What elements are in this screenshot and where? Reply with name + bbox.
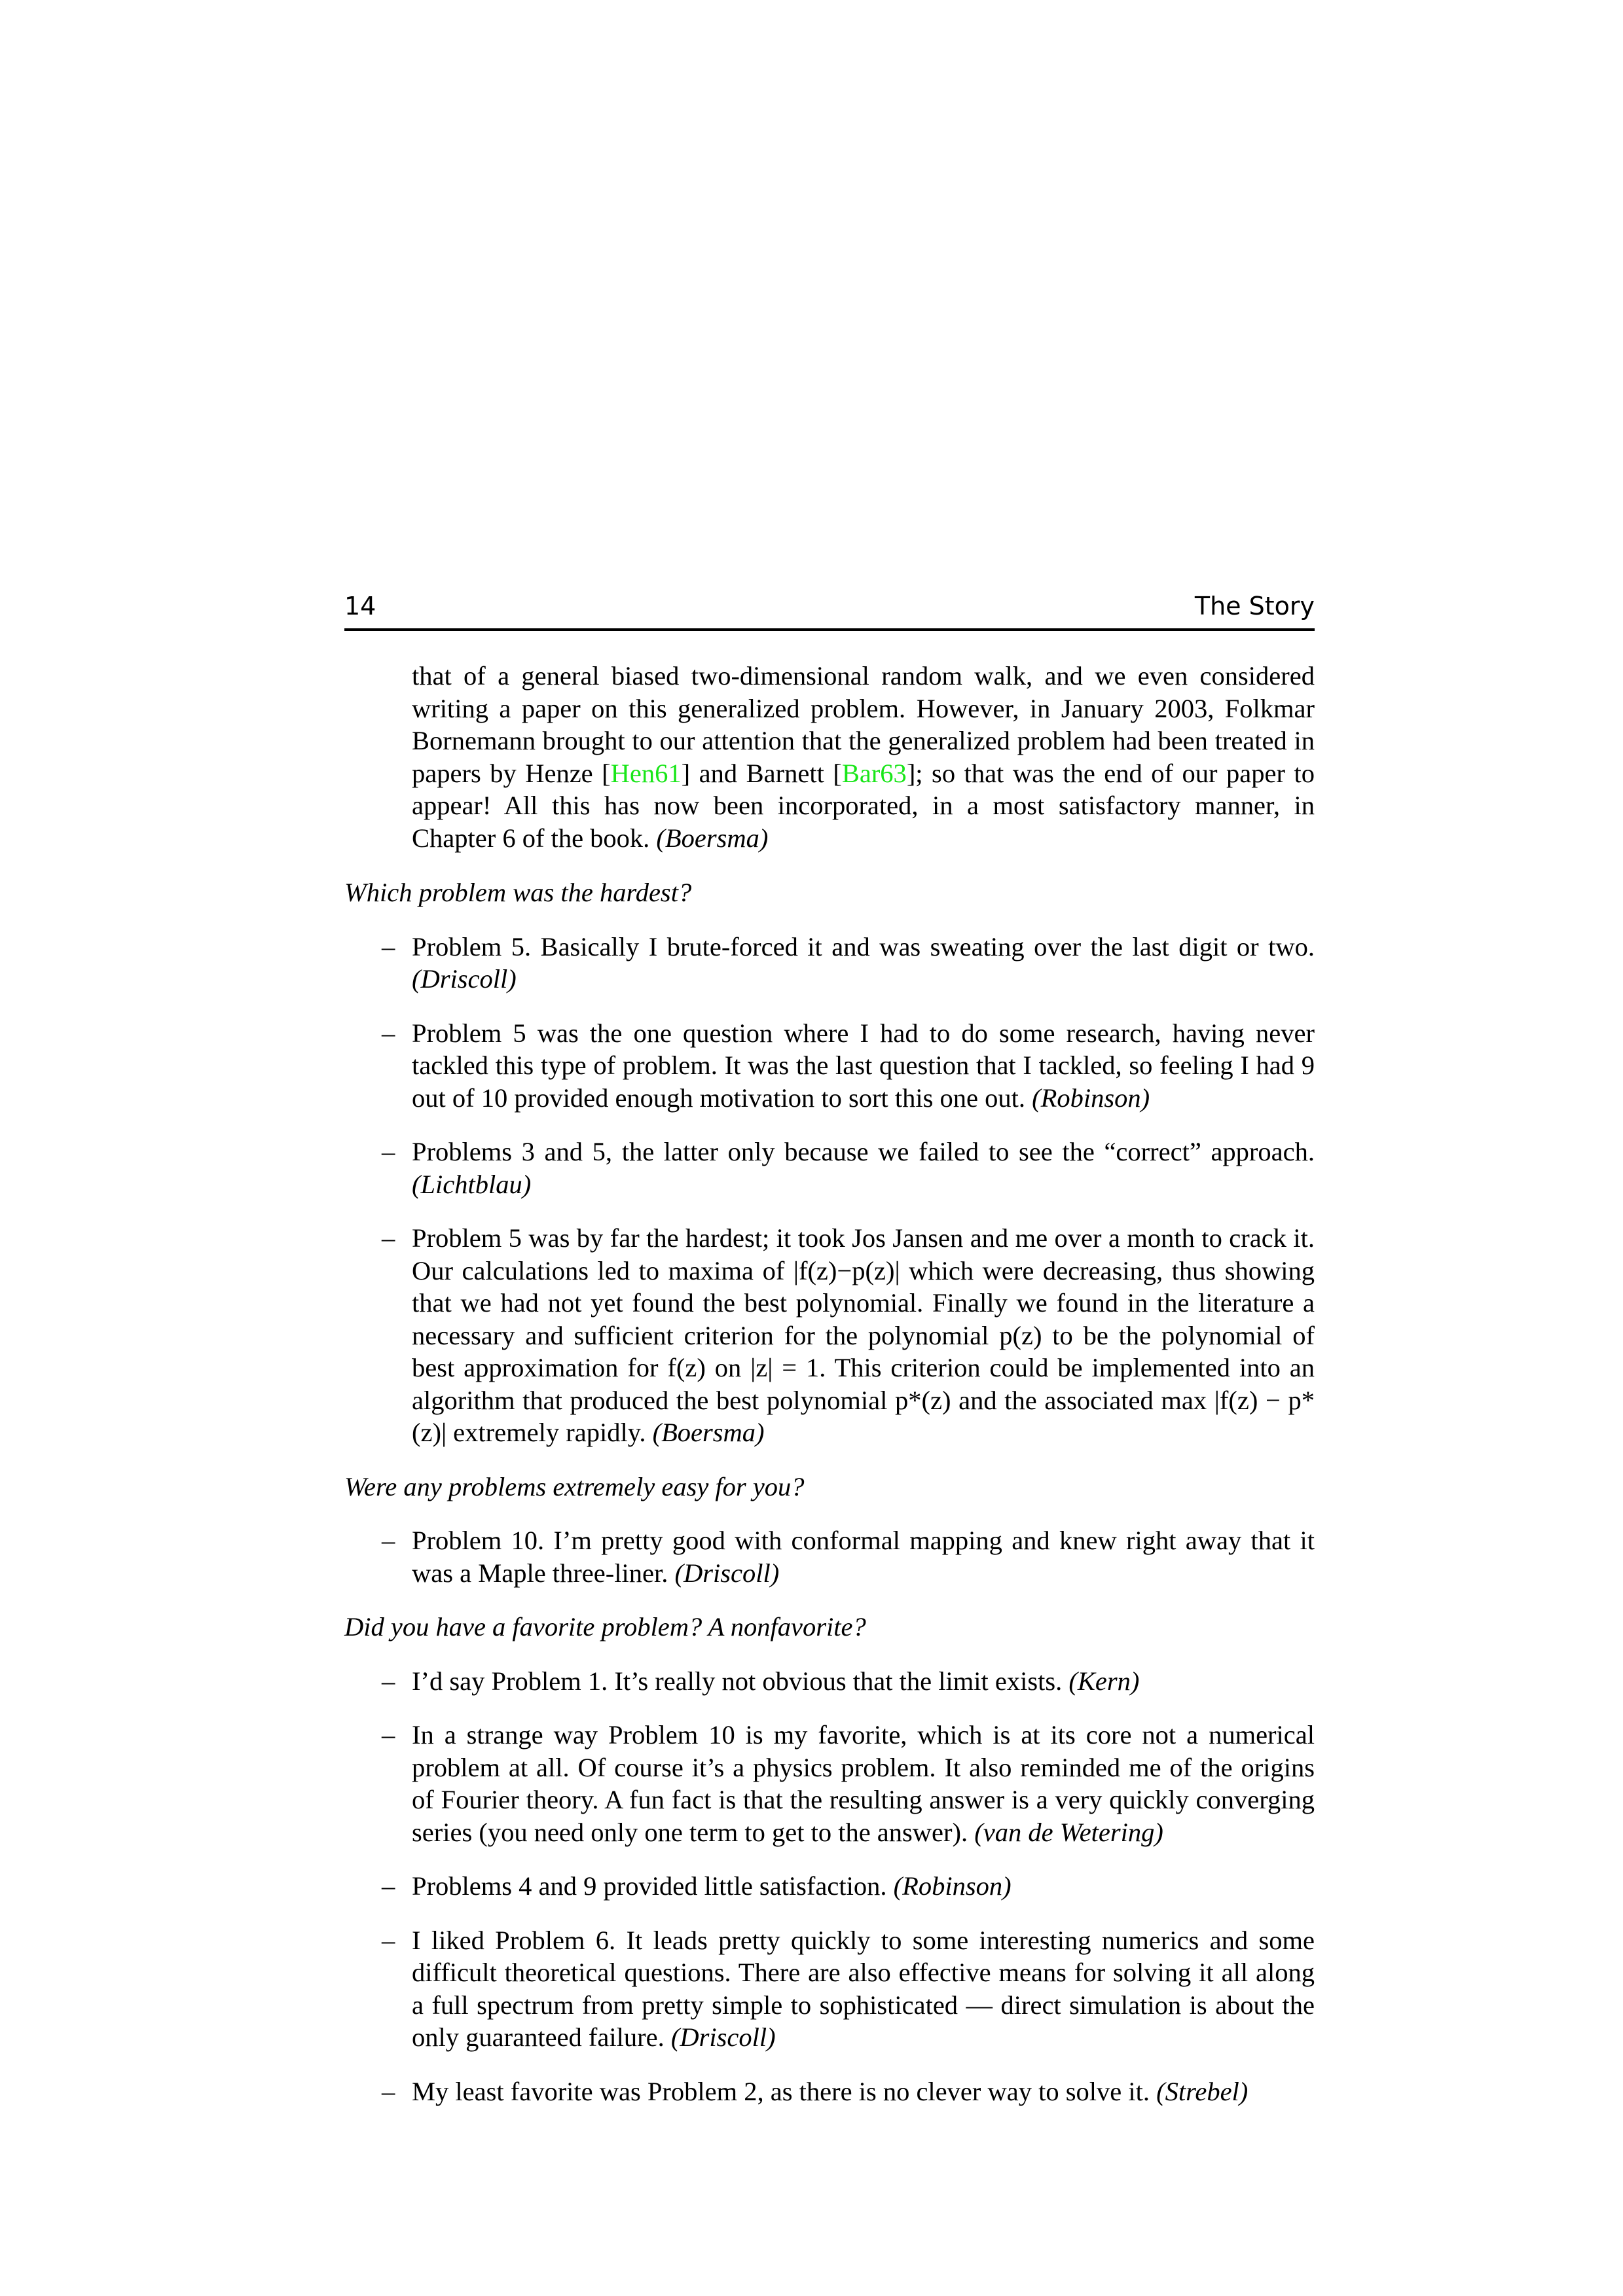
answer-item (382, 1136, 1315, 1200)
answer-item (382, 1870, 1315, 1903)
answer-text: Problems 3 and 5, the latter only because we failed to see the “correct” approach. (412, 1137, 1315, 1166)
answer-item (382, 2075, 1315, 2108)
bullet-dash: – (382, 1018, 395, 1048)
question-heading: Did you have a favorite problem? A nonfavorite? (344, 1612, 866, 1641)
intro-paragraph (412, 660, 1315, 854)
bullet-dash: – (382, 1137, 395, 1166)
bullet-dash: – (382, 1223, 395, 1253)
attribution: (Boersma) (652, 1418, 765, 1447)
running-header (344, 589, 1315, 631)
intro-text-2: ] and Barnett [ (681, 758, 842, 788)
question-heading: Which problem was the hardest? (344, 878, 692, 907)
answer-text: Problem 5 was by far the hardest; it took Jos Jansen and me over a month to crack it. Our calculations led to maxima of |f(z)−p(z)| which were decreasing, thus showing that we had not yet found the best polynomial. Finally we found in the literature a necessary and sufficient criterion for the polynomial p(z) to be the polynomial of best approximation for f(z) on |z| = 1. This criterion could be implemented into an algorithm that produced the best polynomial p*(z) and the associated max |f(z) − p*(z)| extremely rapidly. (412, 1223, 1315, 1447)
page-body (344, 660, 1315, 2129)
bullet-dash: – (382, 1720, 395, 1749)
attribution: (van de Wetering) (974, 1817, 1163, 1847)
attribution: (Driscoll) (670, 2022, 776, 2052)
citation-link-hen61[interactable]: Hen61 (610, 758, 682, 788)
intro-text-1: that of a general biased two-dimensional random walk, and we even considered writing a paper on this generalized problem. However, in January 2003, Folkmar Bornemann brought to our attention that the generalized problem had been treated in papers by Henze [ (412, 661, 1315, 788)
answer-text: My least favorite was Problem 2, as there is no clever way to solve it. (412, 2076, 1150, 2106)
answer-item (382, 1665, 1315, 1698)
answer-text: I’d say Problem 1. It’s really not obvious that the limit exists. (412, 1666, 1063, 1696)
answer-item (382, 1924, 1315, 2054)
answer-item (382, 931, 1315, 996)
running-title: The Story (1194, 592, 1315, 620)
answer-text: Problem 5 was the one question where I had to do some research, having never tackled this type of problem. It was the last question that I tackled, so feeling I had 9 out of 10 provided enough motivation to sort this one out. (412, 1018, 1315, 1113)
attribution: (Strebel) (1156, 2076, 1249, 2106)
question-heading: Were any problems extremely easy for you? (344, 1471, 805, 1501)
attribution: (Robinson) (1032, 1083, 1150, 1113)
intro-text-3: ]; so that was the end of our paper to appear! All this has now been incorporated, in a most satisfactory manner, in Chapter 6 of the book. (412, 758, 1315, 853)
answer-item (382, 1719, 1315, 1848)
attribution: (Driscoll) (674, 1558, 780, 1588)
bullet-dash: – (382, 1666, 395, 1696)
attribution: (Boersma) (656, 823, 769, 853)
answer-item (382, 1017, 1315, 1115)
answer-text: I liked Problem 6. It leads pretty quickly to some interesting numerics and some difficult theoretical questions. There are also effective means for solving it all along a full spectrum from pretty simple to sophisticated — direct simulation is about the only guaranteed failure. (412, 1925, 1315, 2052)
attribution: (Lichtblau) (412, 1169, 532, 1199)
page-number: 14 (344, 592, 376, 620)
answer-item (382, 1524, 1315, 1589)
answer-text: Problem 10. I’m pretty good with conformal mapping and knew right away that it was a Maple three-liner. (412, 1526, 1315, 1588)
answer-text: In a strange way Problem 10 is my favorite, which is at its core not a numerical problem at all. Of course it’s a physics problem. It also reminded me of the origins of Fourier theory. A fun fact is that the resulting answer is a very quickly converging series (you need only one term to get to the answer). (412, 1720, 1315, 1847)
answer-text: Problems 4 and 9 provided little satisfaction. (412, 1871, 887, 1901)
bullet-dash: – (382, 1925, 395, 1955)
bullet-dash: – (382, 1871, 395, 1901)
answer-item (382, 1222, 1315, 1449)
attribution: (Kern) (1068, 1666, 1140, 1696)
bullet-dash: – (382, 1526, 395, 1555)
answer-text: Problem 5. Basically I brute-forced it and was sweating over the last digit or two. (412, 931, 1315, 961)
bullet-dash: – (382, 931, 395, 961)
attribution: (Robinson) (893, 1871, 1012, 1901)
attribution: (Driscoll) (412, 964, 517, 994)
citation-link-bar63[interactable]: Bar63 (841, 758, 907, 788)
bullet-dash: – (382, 2076, 395, 2106)
